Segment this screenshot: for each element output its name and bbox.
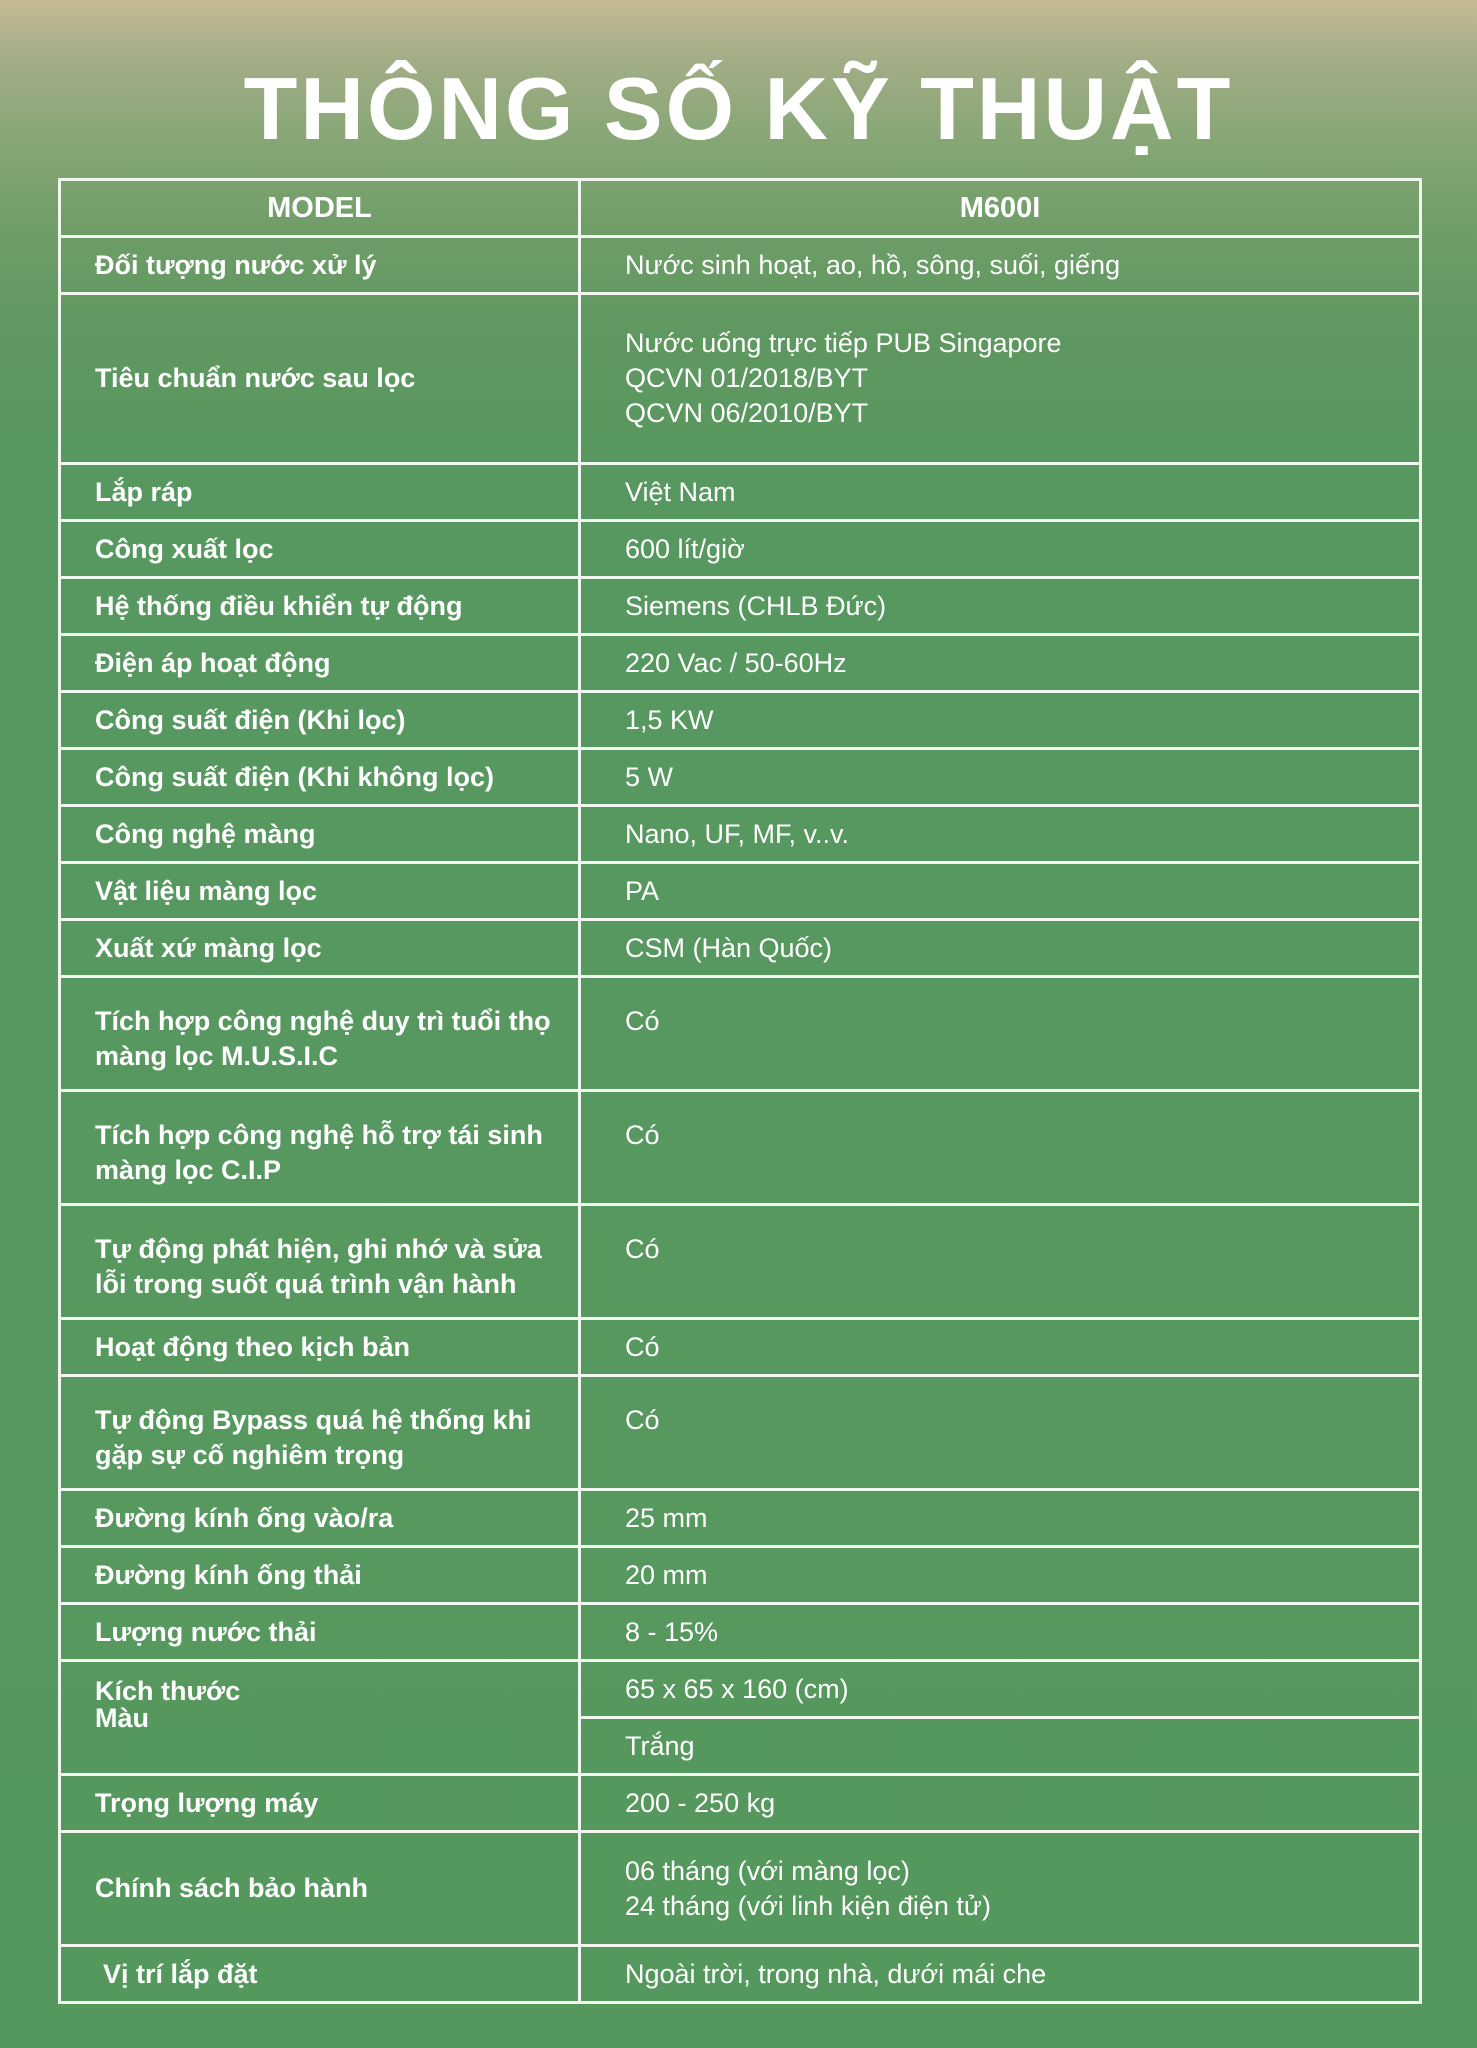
table-header-row — [60, 180, 1421, 237]
row-value: Có — [580, 1091, 1421, 1205]
row-value: 5 W — [580, 749, 1421, 806]
table-row — [60, 920, 1421, 977]
row-label — [60, 977, 580, 1091]
row-label — [60, 1205, 580, 1319]
label-line: màng lọc M.U.S.I.C — [95, 1041, 339, 1071]
table-row — [60, 294, 1421, 464]
row-value: 65 x 65 x 160 (cm) — [580, 1661, 1421, 1718]
row-value: Có — [580, 1319, 1421, 1376]
label-line: Kích thước — [95, 1676, 241, 1706]
row-label — [60, 1376, 580, 1490]
label-line: Tích hợp công nghệ duy trì tuổi thọ — [95, 1006, 551, 1036]
label-line: lỗi trong suốt quá trình vận hành — [95, 1269, 517, 1299]
value-line: QCVN 06/2010/BYT — [625, 398, 869, 428]
value-line: 24 tháng (với linh kiện điện tử) — [625, 1890, 991, 1921]
label-line: Màu — [95, 1703, 149, 1733]
spec-table — [58, 178, 1422, 2004]
row-value — [580, 1832, 1421, 1946]
row-label: Đường kính ống thải — [60, 1547, 580, 1604]
row-label: Hoạt động theo kịch bản — [60, 1319, 580, 1376]
table-row — [60, 806, 1421, 863]
row-label — [60, 1661, 580, 1775]
table-row — [60, 1319, 1421, 1376]
label-line: gặp sự cố nghiêm trọng — [95, 1440, 405, 1470]
row-value: Có — [580, 1205, 1421, 1319]
page-title: THÔNG SỐ KỸ THUẬT — [243, 59, 1234, 158]
row-label: Đối tượng nước xử lý — [60, 237, 580, 294]
value-line: 06 tháng (với màng lọc) — [625, 1855, 910, 1886]
table-row — [60, 1661, 1421, 1718]
table-row — [60, 521, 1421, 578]
row-value: 1,5 KW — [580, 692, 1421, 749]
row-value: PA — [580, 863, 1421, 920]
table-row — [60, 749, 1421, 806]
row-label — [60, 1091, 580, 1205]
row-label: Hệ thống điều khiển tự động — [60, 578, 580, 635]
model-value-header: M600I — [580, 180, 1421, 237]
table-row — [60, 692, 1421, 749]
row-label: Chính sách bảo hành — [60, 1832, 580, 1946]
row-label: Tiêu chuẩn nước sau lọc — [60, 294, 580, 464]
value-line: Nước uống trực tiếp PUB Singapore — [625, 328, 1062, 358]
table-row — [60, 1376, 1421, 1490]
label-line: Tự động phát hiện, ghi nhớ và sửa — [95, 1234, 542, 1264]
table-row — [60, 237, 1421, 294]
table-row — [60, 863, 1421, 920]
row-label: Lắp ráp — [60, 464, 580, 521]
label-line: Tự động Bypass quá hệ thống khi — [95, 1405, 532, 1435]
row-label: Công xuất lọc — [60, 521, 580, 578]
row-value: Siemens (CHLB Đức) — [580, 578, 1421, 635]
label-line: màng lọc C.I.P — [95, 1155, 282, 1185]
table-row — [60, 1205, 1421, 1319]
row-label: Điện áp hoạt động — [60, 635, 580, 692]
table-row — [60, 464, 1421, 521]
row-label: Công nghệ màng — [60, 806, 580, 863]
row-value: CSM (Hàn Quốc) — [580, 920, 1421, 977]
row-label: Lượng nước thải — [60, 1604, 580, 1661]
table-row — [60, 1490, 1421, 1547]
row-label: Vật liệu màng lọc — [60, 863, 580, 920]
table-row — [60, 1946, 1421, 2003]
table-row — [60, 1547, 1421, 1604]
row-value: 220 Vac / 50-60Hz — [580, 635, 1421, 692]
row-value — [580, 294, 1421, 464]
value-line: QCVN 01/2018/BYT — [625, 363, 869, 393]
row-value: Có — [580, 1376, 1421, 1490]
table-row — [60, 1604, 1421, 1661]
row-label: Trọng lượng máy — [60, 1775, 580, 1832]
row-value: Việt Nam — [580, 464, 1421, 521]
row-value: 20 mm — [580, 1547, 1421, 1604]
row-value: 8 - 15% — [580, 1604, 1421, 1661]
row-label: Công suất điện (Khi không lọc) — [60, 749, 580, 806]
row-value: 200 - 250 kg — [580, 1775, 1421, 1832]
table-row — [60, 1832, 1421, 1946]
label-line: Tích hợp công nghệ hỗ trợ tái sinh — [95, 1120, 543, 1150]
row-value: Nano, UF, MF, v..v. — [580, 806, 1421, 863]
model-header: MODEL — [60, 180, 580, 237]
table-row — [60, 1775, 1421, 1832]
table-row — [60, 578, 1421, 635]
row-value: 25 mm — [580, 1490, 1421, 1547]
row-label: Vị trí lắp đặt — [60, 1946, 580, 2003]
row-label: Công suất điện (Khi lọc) — [60, 692, 580, 749]
row-value: Có — [580, 977, 1421, 1091]
table-row — [60, 977, 1421, 1091]
table-row — [60, 1091, 1421, 1205]
row-label: Xuất xứ màng lọc — [60, 920, 580, 977]
row-value: Ngoài trời, trong nhà, dưới mái che — [580, 1946, 1421, 2003]
row-value: Nước sinh hoạt, ao, hồ, sông, suối, giếng — [580, 237, 1421, 294]
row-value: Trắng — [580, 1718, 1421, 1775]
row-value: 600 lít/giờ — [580, 521, 1421, 578]
table-row — [60, 635, 1421, 692]
row-label: Đường kính ống vào/ra — [60, 1490, 580, 1547]
